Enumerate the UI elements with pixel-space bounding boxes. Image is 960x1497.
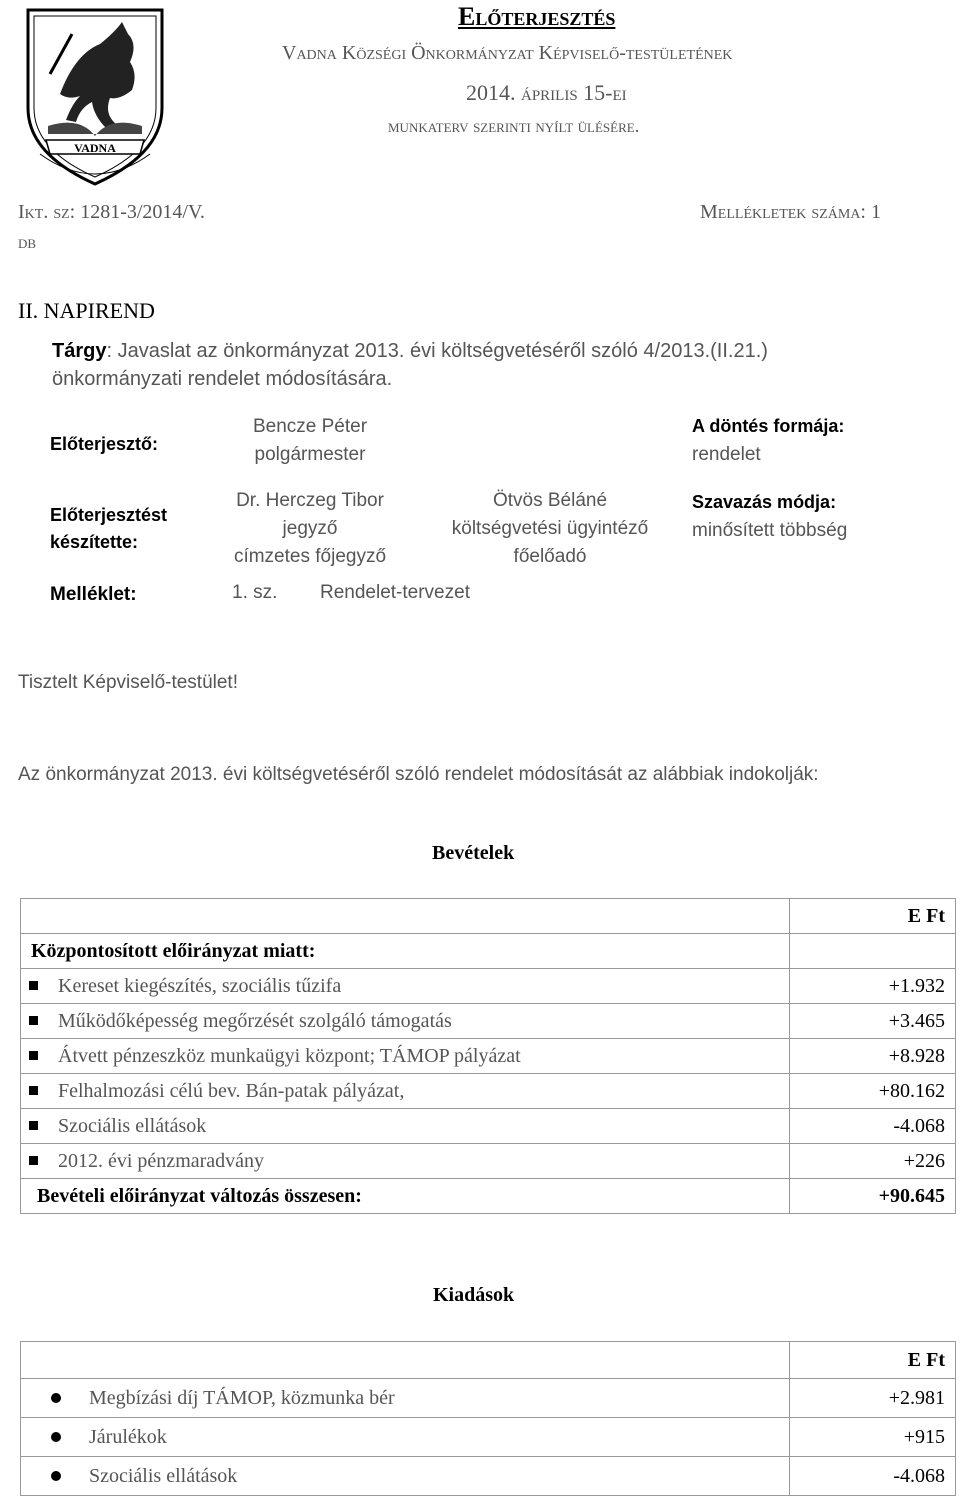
attachment-number: 1. sz.	[232, 582, 278, 603]
preparer1-role1: jegyző	[282, 518, 338, 539]
table-row	[21, 1004, 956, 1039]
attachments-unit: db	[18, 232, 37, 252]
expense-item-label: Szociális ellátások	[89, 1464, 238, 1487]
ikt-number: Ikt. sz: 1281-3/2014/V.	[18, 201, 205, 223]
header-date: 2014. április 15-ei	[466, 80, 627, 105]
revenue-total-row	[21, 1179, 956, 1214]
intro-text: Az önkormányzat 2013. évi költségvetéséről szóló rendelet módosítását az alábbiak indokolják:	[18, 764, 819, 785]
revenue-item-value: +8.928	[790, 1039, 956, 1074]
attachment-label: Melléklet:	[50, 584, 137, 605]
prepared-by-label-2: készítette:	[50, 532, 139, 552]
preparer1-name: Dr. Herczeg Tibor	[236, 490, 384, 511]
table-row	[21, 1379, 956, 1418]
square-bullet-icon	[29, 1121, 38, 1130]
revenue-section-row	[21, 934, 956, 969]
preparer2-role1: költségvetési ügyintéző	[451, 518, 649, 539]
presenter-role: polgármester	[254, 444, 366, 465]
revenue-item-value: +3.465	[790, 1004, 956, 1039]
subject-text-2: önkormányzati rendelet módosítására.	[52, 368, 393, 390]
decision-form-value: rendelet	[692, 444, 761, 465]
expense-item-value: -4.068	[790, 1457, 956, 1496]
subject-text-1: : Javaslat az önkormányzat 2013. évi költségvetéséről szóló 4/2013.(II.21.)	[106, 340, 768, 362]
decision-form-label: A döntés formája:	[692, 416, 845, 436]
square-bullet-icon	[29, 981, 38, 990]
revenue-item-label: Kereset kiegészítés, szociális tűzifa	[58, 974, 342, 997]
revenue-item-value: +1.932	[790, 969, 956, 1004]
revenue-item-value: +80.162	[790, 1074, 956, 1109]
table-row	[21, 1457, 956, 1496]
expenses-unit-row	[21, 1342, 956, 1379]
voting-label: Szavazás módja:	[692, 492, 837, 512]
preparer1-role2: címzetes főjegyző	[233, 546, 387, 567]
attachment-value: Rendelet-tervezet	[320, 582, 470, 603]
table-row	[21, 969, 956, 1004]
expenses-heading: Kiadások	[433, 1284, 515, 1306]
voting-value: minősített többség	[692, 520, 848, 541]
square-bullet-icon	[29, 1086, 38, 1095]
revenue-table	[20, 898, 956, 1214]
revenue-heading: Bevételek	[432, 842, 515, 864]
vadna-crest-logo	[20, 4, 170, 190]
attachments-count: Mellékletek száma: 1	[700, 201, 881, 223]
crest-text: VADNA	[74, 141, 116, 155]
expense-item-label: Megbízási díj TÁMOP, közmunka bér	[89, 1386, 395, 1409]
revenue-total-value: +90.645	[790, 1179, 956, 1214]
document-title: Előterjesztés	[458, 2, 616, 31]
square-bullet-icon	[29, 1016, 38, 1025]
table-row	[21, 1109, 956, 1144]
table-row	[21, 1144, 956, 1179]
subject-label: Tárgy	[52, 340, 107, 362]
preparer2-role2: főelőadó	[513, 546, 587, 567]
revenue-item-label: 2012. évi pénzmaradvány	[58, 1149, 265, 1172]
subject-line	[52, 340, 945, 363]
revenue-item-label: Felhalmozási célú bev. Bán-patak pályázat,	[58, 1079, 405, 1102]
table-row	[21, 1074, 956, 1109]
preparer2-name: Ötvös Béláné	[492, 490, 608, 511]
round-bullet-icon	[51, 1471, 61, 1481]
prepared-by-label-1: Előterjesztést	[50, 505, 168, 525]
revenue-item-value: -4.068	[790, 1109, 956, 1144]
revenue-item-label: Átvett pénzeszköz munkaügyi központ; TÁMOP pályázat	[58, 1044, 521, 1067]
revenue-unit-row	[21, 899, 956, 934]
round-bullet-icon	[51, 1393, 61, 1403]
revenue-item-label: Működőképesség megőrzését szolgáló támogatás	[58, 1009, 452, 1032]
presenter-label: Előterjesztő:	[50, 434, 159, 454]
expense-item-label: Járulékok	[89, 1425, 167, 1448]
square-bullet-icon	[29, 1156, 38, 1165]
expense-item-value: +2.981	[790, 1379, 956, 1418]
expenses-unit: E Ft	[790, 1342, 956, 1379]
agenda-label: II. NAPIREND	[18, 298, 155, 323]
greeting: Tisztelt Képviselő-testület!	[18, 672, 238, 693]
table-row	[21, 1039, 956, 1074]
presenter-name: Bencze Péter	[252, 416, 368, 437]
revenue-section-label: Központosított előirányzat miatt:	[21, 934, 790, 969]
header-session: munkaterv szerinti nyílt ülésére.	[388, 116, 640, 136]
table-row	[21, 1418, 956, 1457]
header-council: Vadna Községi Önkormányzat Képviselő-testületének	[282, 42, 733, 64]
expenses-table	[20, 1341, 956, 1496]
revenue-item-value: +226	[790, 1144, 956, 1179]
revenue-unit: E Ft	[790, 899, 956, 934]
revenue-total-label: Bevételi előirányzat változás összesen:	[21, 1179, 790, 1214]
square-bullet-icon	[29, 1051, 38, 1060]
round-bullet-icon	[51, 1432, 61, 1442]
expense-item-value: +915	[790, 1418, 956, 1457]
revenue-item-label: Szociális ellátások	[58, 1114, 207, 1137]
